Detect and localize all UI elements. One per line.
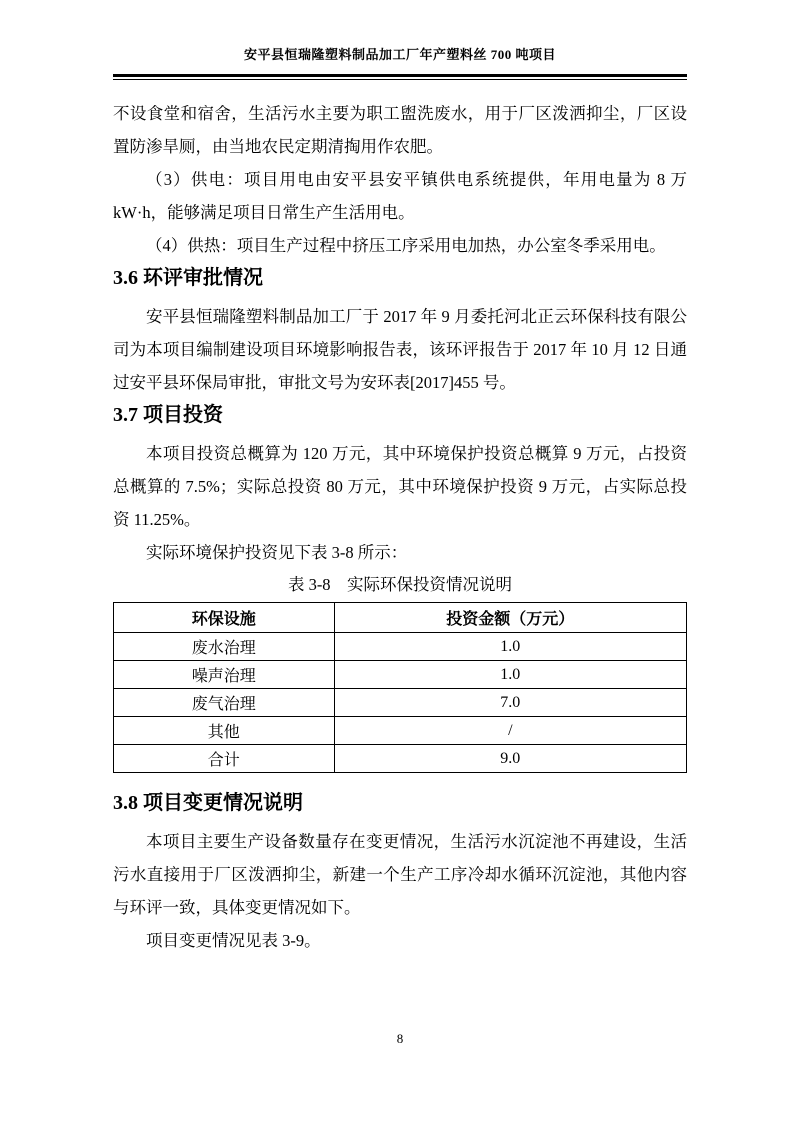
page-number: 8: [396, 1031, 404, 1046]
document-content: [113, 97, 687, 957]
paragraph-change-description: 本项目主要生产设备数量存在变更情况，生活污水沉淀池不再建设，生活污水直接用于厂区泼洒抑尘，新建一个生产工序冷却水循环沉淀池，其他内容与环评一致，具体变更情况如下。: [113, 832, 687, 917]
header-rule-thin: [113, 79, 687, 80]
table-row: [114, 661, 687, 689]
paragraph-power-supply: （3）供电：项目用电由安平县安平镇供电系统提供，年用电量为 8 万 kW·h，能够满足项目日常生产生活用电。: [113, 170, 687, 222]
table-row: [114, 633, 687, 661]
table-row: [114, 717, 687, 745]
paragraph-continuation: 不设食堂和宿舍，生活污水主要为职工盥洗废水，用于厂区泼洒抑尘，厂区设置防渗旱厕，由当地农民定期清掏用作农肥。: [113, 104, 687, 156]
table-header-facility: 环保设施: [114, 603, 335, 633]
table-cell-amount: 1.0: [334, 661, 686, 689]
page-header: [0, 0, 800, 64]
header-rule-thick: [113, 74, 687, 77]
section-heading-3-6: 3.6 环评审批情况: [113, 267, 263, 289]
paragraph-heat-supply: （4）供热：项目生产过程中挤压工序采用电加热，办公室冬季采用电。: [146, 236, 666, 255]
table-row: [114, 689, 687, 717]
paragraph-change-table-ref: 项目变更情况见表 3-9。: [146, 931, 321, 950]
table-cell-amount: 1.0: [334, 633, 686, 661]
table-row: [114, 745, 687, 773]
table-cell-facility: 废水治理: [114, 633, 335, 661]
table-cell-amount: 7.0: [334, 689, 686, 717]
table-cell-amount: 9.0: [334, 745, 686, 773]
paragraph-eia-approval: 安平县恒瑞隆塑料制品加工厂于 2017 年 9 月委托河北正云环保科技有限公司为本项目编制建设项目环境影响报告表，该环评报告于 2017 年 10 月 12 日通过安平县环保局审批，审批文号为安环表[2017]455 号。: [113, 307, 687, 392]
section-heading-3-8: 3.8 项目变更情况说明: [113, 792, 303, 814]
table-caption: 表 3-8 实际环保投资情况说明: [287, 575, 513, 594]
paragraph-investment-table-intro: 实际环境保护投资见下表 3-8 所示：: [146, 543, 408, 562]
table-cell-amount: /: [334, 717, 686, 745]
paragraph-investment: 本项目投资总概算为 120 万元，其中环境保护投资总概算 9 万元，占投资总概算的 7.5%；实际总投资 80 万元，其中环境保护投资 9 万元，占实际总投资 11.25%。: [113, 444, 687, 529]
header-title: 安平县恒瑞隆塑料制品加工厂年产塑料丝 700 吨项目: [243, 47, 556, 62]
table-header-amount: 投资金额（万元）: [334, 603, 686, 633]
table-cell-facility: 废气治理: [114, 689, 335, 717]
investment-table: [113, 602, 687, 773]
table-cell-facility: 其他: [114, 717, 335, 745]
table-cell-facility: 合计: [114, 745, 335, 773]
table-cell-facility: 噪声治理: [114, 661, 335, 689]
table-header-row: [114, 603, 687, 633]
section-heading-3-7: 3.7 项目投资: [113, 404, 223, 426]
